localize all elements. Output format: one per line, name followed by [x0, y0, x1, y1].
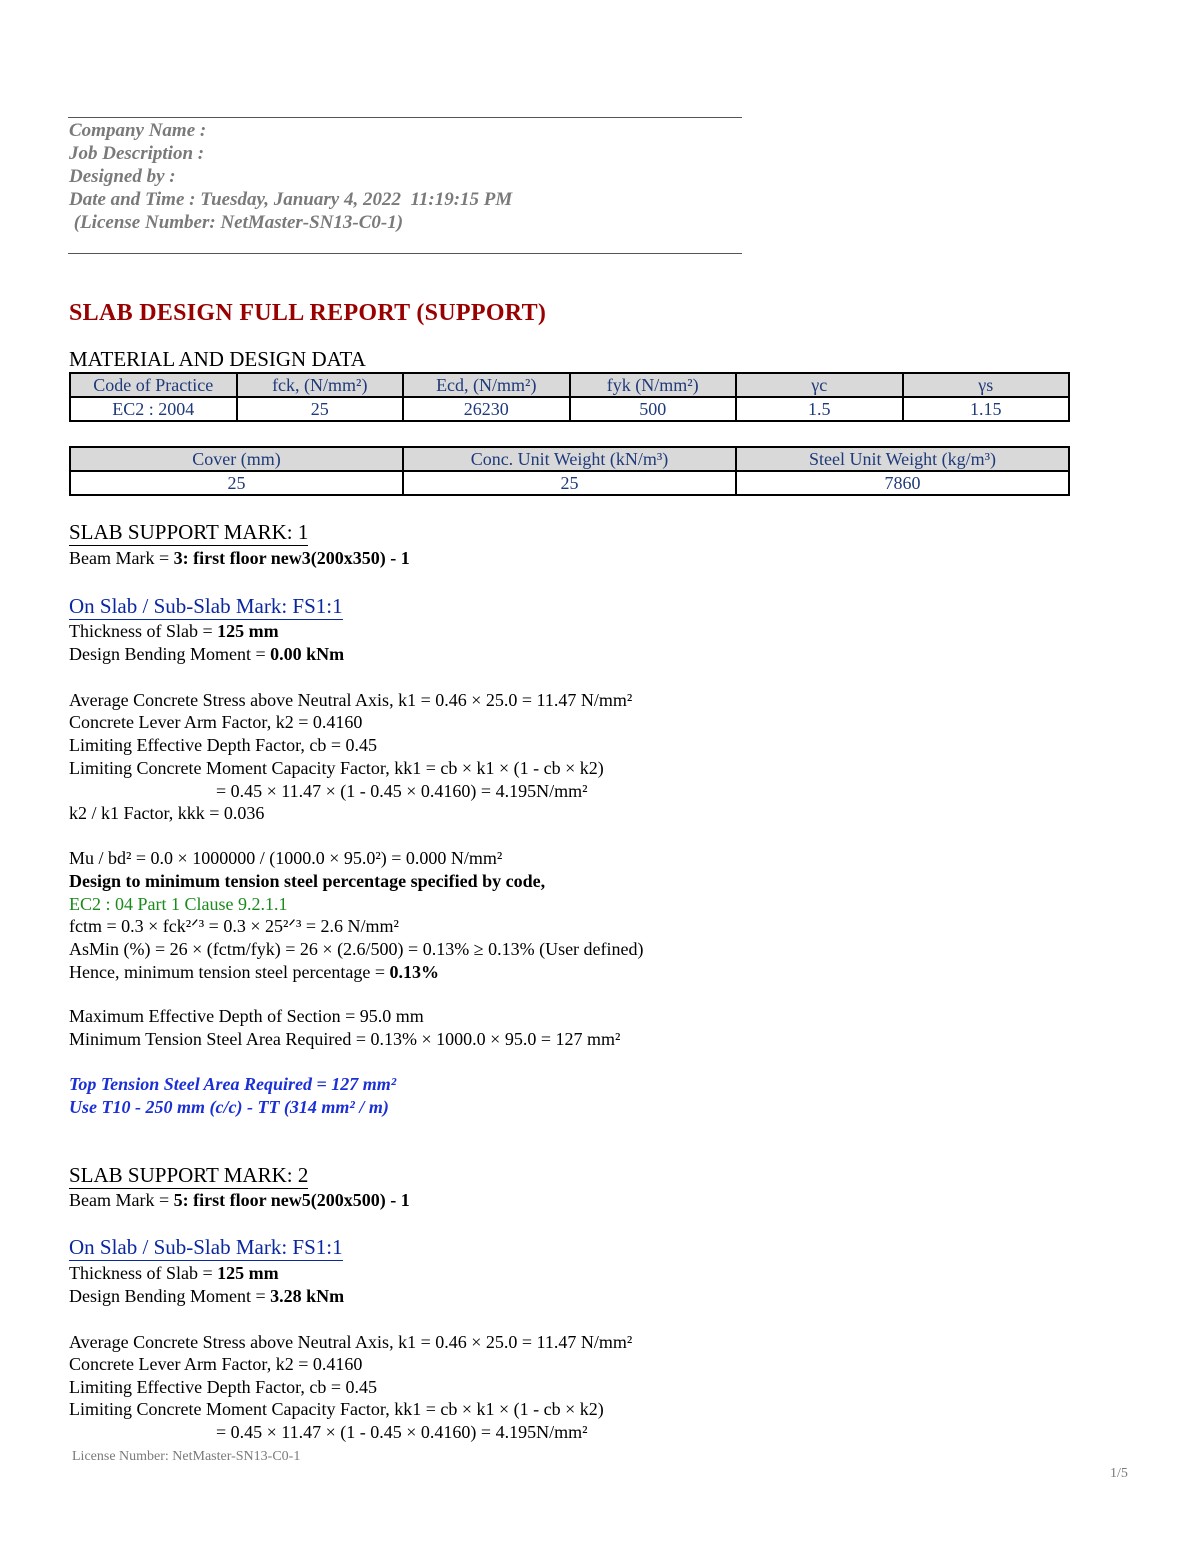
support-1-heading-text: SLAB SUPPORT MARK: 1: [69, 520, 309, 544]
support-2-heading-text: SLAB SUPPORT MARK: 2: [69, 1163, 309, 1187]
calc-line: Maximum Effective Depth of Section = 95.0 mm: [69, 1006, 424, 1026]
date-time: Date and Time : Tuesday, January 4, 2022 11:19:15 PM: [69, 189, 513, 210]
license-number: (License Number: NetMaster-SN13-C0-1): [69, 212, 404, 233]
code-clause: EC2 : 04 Part 1 Clause 9.2.1.1: [69, 894, 288, 914]
result-steel-area: Top Tension Steel Area Required = 127 mm²: [69, 1074, 397, 1094]
table-cell: 25: [237, 397, 404, 421]
table-cell: 7860: [736, 471, 1069, 495]
header-rule-bottom: [68, 253, 742, 254]
label: Hence, minimum tension steel percentage =: [69, 962, 390, 982]
calc-line: Concrete Lever Arm Factor, k2 = 0.4160: [69, 1354, 363, 1374]
table-cell: 25: [70, 471, 403, 495]
table-header: γc: [736, 373, 903, 397]
support-1-thickness: [69, 620, 279, 643]
support-2-beam-mark: [69, 1189, 410, 1212]
value: 5: first floor new5(200x500) - 1: [173, 1190, 410, 1210]
calc-line: fctm = 0.3 × fck²ᐟ³ = 0.3 × 25²ᐟ³ = 2.6 N/mm²: [69, 916, 399, 936]
support-2-thickness: [69, 1262, 279, 1285]
support-2-heading: [69, 1163, 308, 1188]
calc-line: = 0.45 × 11.47 × (1 - 0.45 × 0.4160) = 4.195N/mm²: [216, 1422, 588, 1442]
support-2-moment: [69, 1285, 344, 1308]
calc-line: Limiting Effective Depth Factor, cb = 0.45: [69, 1377, 378, 1397]
calc-line: [69, 870, 545, 893]
table-header: Ecd, (N/mm²): [403, 373, 570, 397]
value: 0.13%: [389, 962, 440, 982]
value: 3.28 kNm: [270, 1286, 345, 1306]
table-header: Conc. Unit Weight (kN/m³): [403, 447, 736, 471]
label: Thickness of Slab =: [69, 1263, 218, 1283]
support-1-heading: [69, 520, 308, 545]
label: Beam Mark =: [69, 1190, 174, 1210]
value: 3: first floor new3(200x350) - 1: [173, 548, 410, 568]
footer-license: License Number: NetMaster-SN13-C0-1: [72, 1449, 301, 1464]
material-heading: MATERIAL AND DESIGN DATA: [69, 347, 366, 371]
calc-line: Concrete Lever Arm Factor, k2 = 0.4160: [69, 712, 363, 732]
calc-line: Limiting Concrete Moment Capacity Factor, kk1 = cb × k1 × (1 - cb × k2): [69, 1399, 604, 1419]
designed-by: Designed by :: [69, 166, 176, 187]
result-reinforcement: Use T10 - 250 mm (c/c) - TT (314 mm² / m): [69, 1097, 389, 1117]
table-header: Code of Practice: [70, 373, 237, 397]
label: Design Bending Moment =: [69, 1286, 271, 1306]
min-steel-note: Design to minimum tension steel percentage specified by code,: [69, 871, 546, 891]
value: 0.00 kNm: [270, 644, 345, 664]
calc-line: Minimum Tension Steel Area Required = 0.13% × 1000.0 × 95.0 = 127 mm²: [69, 1029, 621, 1049]
job-description: Job Description :: [69, 143, 205, 164]
report-header: [69, 119, 512, 234]
table-cell: EC2 : 2004: [70, 397, 237, 421]
calc-line: [69, 961, 439, 984]
table-cell: 500: [570, 397, 737, 421]
weights-table: [69, 446, 1070, 496]
table-cell: 25: [403, 471, 736, 495]
table-cell: 1.15: [903, 397, 1070, 421]
material-table: [69, 372, 1070, 422]
calc-line: Limiting Effective Depth Factor, cb = 0.45: [69, 735, 378, 755]
table-cell: 1.5: [736, 397, 903, 421]
table-header: γs: [903, 373, 1070, 397]
support-1-beam-mark: [69, 547, 410, 570]
page-number: 1/5: [1110, 1466, 1128, 1481]
value: 125 mm: [217, 1263, 279, 1283]
support-2-onslab: On Slab / Sub-Slab Mark: FS1:1: [69, 1235, 343, 1259]
label: Beam Mark =: [69, 548, 174, 568]
calc-line: k2 / k1 Factor, kkk = 0.036: [69, 803, 265, 823]
label: Design Bending Moment =: [69, 644, 271, 664]
calc-line: Mu / bd² = 0.0 × 1000000 / (1000.0 × 95.0²) = 0.000 N/mm²: [69, 848, 503, 868]
table-header: fyk (N/mm²): [570, 373, 737, 397]
calc-line: Limiting Concrete Moment Capacity Factor, kk1 = cb × k1 × (1 - cb × k2): [69, 758, 604, 778]
support-1-moment: [69, 643, 344, 666]
table-cell: 26230: [403, 397, 570, 421]
support-1-onslab: On Slab / Sub-Slab Mark: FS1:1: [69, 594, 343, 618]
header-rule-top: [68, 117, 742, 118]
company-name: Company Name :: [69, 120, 207, 141]
calc-line: Average Concrete Stress above Neutral Axis, k1 = 0.46 × 25.0 = 11.47 N/mm²: [69, 690, 633, 710]
table-header: fck, (N/mm²): [237, 373, 404, 397]
report-title: SLAB DESIGN FULL REPORT (SUPPORT): [69, 300, 547, 326]
table-header: Cover (mm): [70, 447, 403, 471]
value: 125 mm: [217, 621, 279, 641]
table-header: Steel Unit Weight (kg/m³): [736, 447, 1069, 471]
label: Thickness of Slab =: [69, 621, 218, 641]
calc-line: AsMin (%) = 26 × (fctm/fyk) = 26 × (2.6/500) = 0.13% ≥ 0.13% (User defined): [69, 939, 644, 959]
calc-line: = 0.45 × 11.47 × (1 - 0.45 × 0.4160) = 4.195N/mm²: [216, 781, 588, 801]
calc-line: Average Concrete Stress above Neutral Axis, k1 = 0.46 × 25.0 = 11.47 N/mm²: [69, 1332, 633, 1352]
